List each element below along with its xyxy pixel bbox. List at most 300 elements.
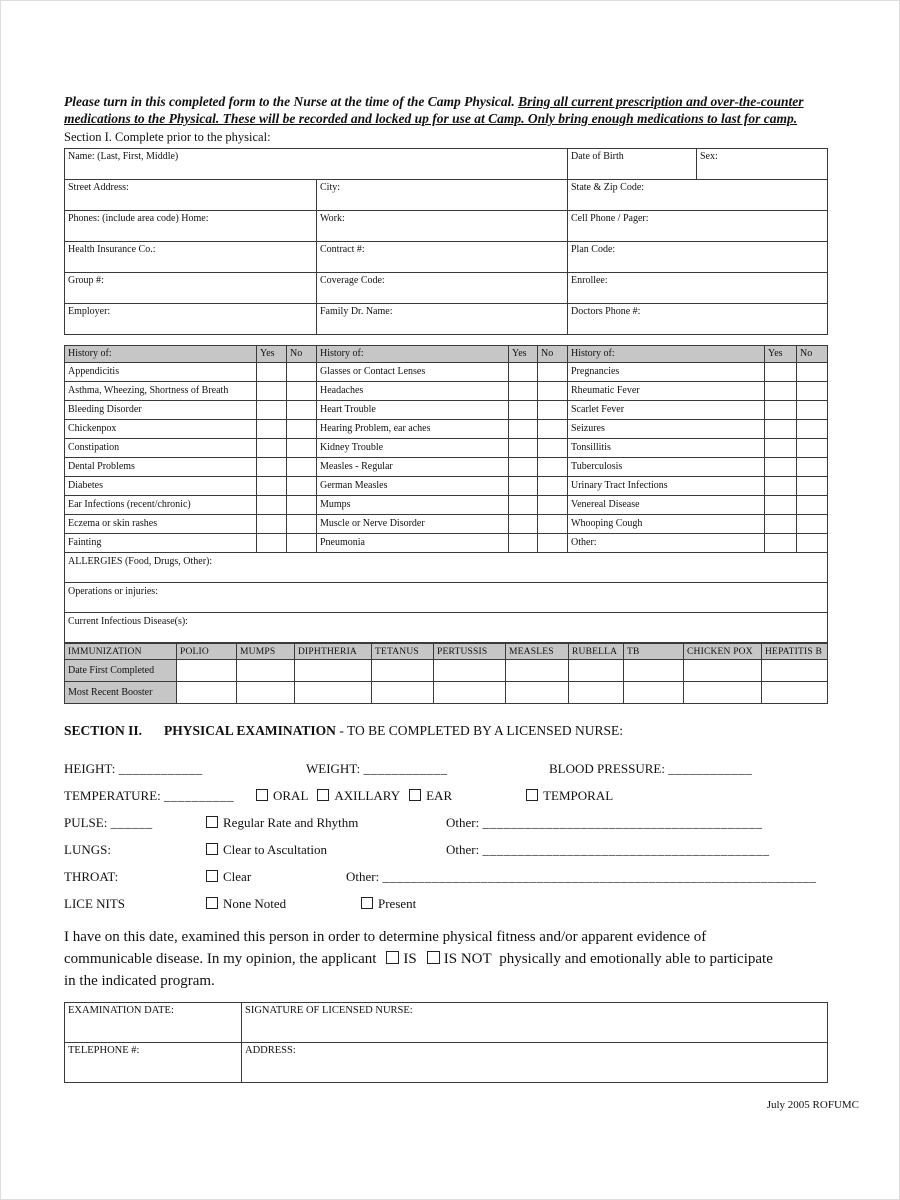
checkbox-label: ORAL <box>273 788 309 803</box>
immunization-header-label: IMMUNIZATION <box>68 646 142 657</box>
lungs-other-label: Other: <box>446 842 480 857</box>
history-condition-label <box>65 534 257 553</box>
history-of-header <box>568 346 765 363</box>
no-checkbox-cell[interactable] <box>797 363 828 382</box>
section2-number: SECTION II. <box>64 723 143 738</box>
checkbox-label: Clear <box>223 869 252 884</box>
immunization-date-cell[interactable] <box>762 660 828 682</box>
medical-history-table <box>64 345 828 643</box>
checkbox-option-axillary[interactable] <box>317 788 400 804</box>
no-header-label: No <box>800 348 813 359</box>
throat-line <box>64 858 828 885</box>
yes-checkbox-cell[interactable] <box>509 420 538 439</box>
vaccine-header-label: PERTUSSIS <box>437 646 488 657</box>
patient-field-cell-label: Cell Phone / Pager: <box>571 213 649 224</box>
history-condition-label <box>568 439 765 458</box>
yes-checkbox-cell[interactable] <box>257 363 287 382</box>
patient-field-cell[interactable] <box>317 211 568 242</box>
examination-table <box>64 1002 828 1083</box>
patient-field-cell-label: Name: (Last, First, Middle) <box>68 151 179 162</box>
history-condition-label <box>317 439 509 458</box>
no-checkbox-cell[interactable] <box>797 458 828 477</box>
history-condition-label <box>65 382 257 401</box>
history-condition-label-label: Glasses or Contact Lenses <box>320 366 426 377</box>
immunization-date-cell[interactable] <box>372 682 434 704</box>
intro-instructions <box>64 93 828 127</box>
immunization-date-cell[interactable] <box>569 682 624 704</box>
checkbox-label: Present <box>378 896 417 911</box>
yes-checkbox-cell[interactable] <box>765 534 797 553</box>
history-condition-label-label: Dental Problems <box>68 461 135 472</box>
no-checkbox-cell[interactable] <box>538 382 568 401</box>
immunization-header <box>65 644 177 660</box>
vaccine-header-label: DIPHTHERIA <box>298 646 357 657</box>
immunization-date-cell[interactable] <box>237 682 295 704</box>
history-condition-label <box>568 401 765 420</box>
history-condition-label <box>317 382 509 401</box>
address-cell[interactable] <box>242 1043 828 1083</box>
vaccine-header <box>569 644 624 660</box>
history-condition-label <box>568 534 765 553</box>
history-condition-label <box>317 477 509 496</box>
patient-field-cell[interactable] <box>568 304 828 335</box>
immunization-row-label-label: Date First Completed <box>68 664 155 676</box>
patient-field-cell[interactable] <box>568 273 828 304</box>
vaccine-header-label: RUBELLA <box>572 646 618 657</box>
vaccine-header-label: MEASLES <box>509 646 554 657</box>
patient-field-cell-label: Street Address: <box>68 182 129 193</box>
patient-field-cell-label: Phones: (include area code) Home: <box>68 213 209 224</box>
history-condition-label <box>317 534 509 553</box>
history-condition-label-label: Tuberculosis <box>571 461 623 472</box>
no-checkbox-cell[interactable] <box>538 477 568 496</box>
yes-checkbox-cell[interactable] <box>257 439 287 458</box>
patient-field-cell[interactable] <box>317 273 568 304</box>
history-condition-label <box>65 420 257 439</box>
yes-checkbox-cell[interactable] <box>765 477 797 496</box>
no-header-label: No <box>541 348 554 359</box>
history-of-header-label: History of: <box>320 348 364 359</box>
checkbox-option-present[interactable] <box>361 896 416 912</box>
patient-field-cell[interactable] <box>65 304 317 335</box>
patient-field-cell[interactable] <box>317 242 568 273</box>
immunization-date-cell[interactable] <box>624 660 684 682</box>
vaccine-header-label: CHICKEN POX <box>687 646 753 657</box>
yes-checkbox-cell[interactable] <box>765 382 797 401</box>
checkbox-is[interactable] <box>386 951 399 964</box>
patient-field-cell[interactable] <box>65 180 317 211</box>
patient-field-cell[interactable] <box>317 304 568 335</box>
history-condition-label <box>317 458 509 477</box>
yes-checkbox-cell[interactable] <box>257 477 287 496</box>
no-checkbox-cell[interactable] <box>797 496 828 515</box>
history-note-row-label: Operations or injuries: <box>68 586 158 597</box>
checkbox-label: TEMPORAL <box>543 788 614 803</box>
height-blank-field[interactable]: ____________ <box>118 761 203 776</box>
history-condition-label <box>65 363 257 382</box>
history-note-row[interactable] <box>65 613 828 643</box>
no-checkbox-cell[interactable] <box>287 363 317 382</box>
footer-revision-text: July 2005 ROFUMC <box>766 1099 859 1111</box>
immunization-date-cell[interactable] <box>177 682 237 704</box>
patient-field-cell-label: Family Dr. Name: <box>320 306 393 317</box>
patient-field-cell[interactable] <box>568 180 828 211</box>
immunization-date-cell[interactable] <box>177 660 237 682</box>
vaccine-header <box>372 644 434 660</box>
checkbox-option-regular-rate[interactable] <box>206 815 446 831</box>
patient-field-cell-label: Contract #: <box>320 244 365 255</box>
history-condition-label-label: Rheumatic Fever <box>571 385 640 396</box>
blood-pressure-label: BLOOD PRESSURE: <box>549 761 665 776</box>
yes-header <box>509 346 538 363</box>
checkbox-option-none-noted[interactable] <box>206 896 361 912</box>
checkbox-icon[interactable] <box>361 897 373 909</box>
history-note-row[interactable] <box>65 553 828 583</box>
no-header-label: No <box>290 348 303 359</box>
history-condition-label <box>317 515 509 534</box>
no-checkbox-cell[interactable] <box>538 534 568 553</box>
no-checkbox-cell[interactable] <box>797 439 828 458</box>
immunization-date-cell[interactable] <box>295 682 372 704</box>
no-checkbox-cell[interactable] <box>538 496 568 515</box>
checkbox-label: Clear to Ascultation <box>223 842 327 857</box>
immunization-date-cell[interactable] <box>684 660 762 682</box>
yes-checkbox-cell[interactable] <box>765 496 797 515</box>
no-checkbox-cell[interactable] <box>287 458 317 477</box>
history-condition-label-label: Fainting <box>68 537 102 548</box>
vaccine-header <box>506 644 569 660</box>
patient-field-cell-label: Plan Code: <box>571 244 616 255</box>
vaccine-header <box>177 644 237 660</box>
history-note-row-label: Current Infectious Disease(s): <box>68 616 188 627</box>
history-condition-label <box>568 363 765 382</box>
yes-checkbox-cell[interactable] <box>257 534 287 553</box>
no-checkbox-cell[interactable] <box>538 458 568 477</box>
no-checkbox-cell[interactable] <box>797 515 828 534</box>
no-checkbox-cell[interactable] <box>538 363 568 382</box>
checkbox-label: EAR <box>426 788 453 803</box>
history-condition-label <box>65 401 257 420</box>
vaccine-header <box>237 644 295 660</box>
checkbox-icon[interactable] <box>206 897 218 909</box>
patient-field-cell[interactable] <box>65 273 317 304</box>
yes-checkbox-cell[interactable] <box>257 382 287 401</box>
immunization-date-cell[interactable] <box>624 682 684 704</box>
history-condition-label <box>568 382 765 401</box>
yes-checkbox-cell[interactable] <box>257 401 287 420</box>
temperature-label: TEMPERATURE: <box>64 788 161 803</box>
checkbox-icon[interactable] <box>409 789 421 801</box>
history-condition-label-label: German Measles <box>320 480 388 491</box>
checkbox-icon[interactable] <box>206 816 218 828</box>
history-note-row-label: ALLERGIES (Food, Drugs, Other): <box>68 556 213 567</box>
lice-nits-label: LICE NITS <box>64 896 126 911</box>
history-condition-label-label: Appendicitis <box>68 366 120 377</box>
vaccine-header-label: TB <box>627 646 640 657</box>
intro-plain-text: Please turn in this completed form to the Nurse at the time of the Camp Physical. <box>64 94 519 109</box>
checkbox-icon[interactable] <box>256 789 268 801</box>
history-condition-label-label: Headaches <box>320 385 364 396</box>
history-condition-label <box>568 458 765 477</box>
no-checkbox-cell[interactable] <box>538 439 568 458</box>
yes-checkbox-cell[interactable] <box>509 382 538 401</box>
history-condition-label <box>317 363 509 382</box>
patient-field-cell[interactable] <box>65 242 317 273</box>
history-condition-label-label: Urinary Tract Infections <box>571 480 668 491</box>
history-condition-label-label: Seizures <box>571 423 605 434</box>
history-condition-label-label: Hearing Problem, ear aches <box>320 423 431 434</box>
yes-header-label: Yes <box>512 348 527 359</box>
no-checkbox-cell[interactable] <box>287 477 317 496</box>
history-condition-label-label: Whooping Cough <box>571 518 643 529</box>
history-condition-label <box>65 515 257 534</box>
patient-field-cell[interactable] <box>568 242 828 273</box>
intro-underlined-text: Bring all current prescription and over-the-counter medications to the Physical. These will be recorded and locked up for use at Camp. Only bring enough medications to last for camp. <box>64 94 804 126</box>
patient-field-cell-label: Sex: <box>700 151 718 162</box>
immunization-date-cell[interactable] <box>506 660 569 682</box>
history-condition-label-label: Mumps <box>320 499 351 510</box>
patient-field-cell-label: Health Insurance Co.: <box>68 244 156 255</box>
no-checkbox-cell[interactable] <box>287 534 317 553</box>
history-condition-label <box>317 496 509 515</box>
height-label: HEIGHT: <box>64 761 116 776</box>
no-checkbox-cell[interactable] <box>797 477 828 496</box>
immunization-date-cell[interactable] <box>684 682 762 704</box>
yes-checkbox-cell[interactable] <box>257 420 287 439</box>
no-checkbox-cell[interactable] <box>797 534 828 553</box>
history-condition-label-label: Other: <box>571 537 597 548</box>
yes-checkbox-cell[interactable] <box>509 477 538 496</box>
history-condition-label-label: Diabetes <box>68 480 103 491</box>
patient-field-cell-label: Coverage Code: <box>320 275 385 286</box>
history-condition-label-label: Measles - Regular <box>320 461 393 472</box>
patient-field-cell-label: City: <box>320 182 341 193</box>
address-label: ADDRESS: <box>245 1045 296 1056</box>
immunization-date-cell[interactable] <box>762 682 828 704</box>
no-header <box>287 346 317 363</box>
checkbox-icon[interactable] <box>206 870 218 882</box>
yes-checkbox-cell[interactable] <box>509 496 538 515</box>
checkbox-label: AXILLARY <box>334 788 401 803</box>
history-of-header-label: History of: <box>571 348 615 359</box>
vaccine-header <box>434 644 506 660</box>
checkbox-is-not[interactable] <box>427 951 440 964</box>
patient-field-cell[interactable] <box>65 149 568 180</box>
history-condition-label-label: Muscle or Nerve Disorder <box>320 518 425 529</box>
history-note-row[interactable] <box>65 583 828 613</box>
pulse-blank-field[interactable]: ______ <box>110 815 153 830</box>
yes-checkbox-cell[interactable] <box>765 515 797 534</box>
history-condition-label <box>568 420 765 439</box>
no-checkbox-cell[interactable] <box>287 515 317 534</box>
no-checkbox-cell[interactable] <box>287 496 317 515</box>
history-condition-label <box>65 496 257 515</box>
history-condition-label <box>317 401 509 420</box>
no-checkbox-cell[interactable] <box>287 439 317 458</box>
blood-pressure-blank-field[interactable]: ____________ <box>668 761 753 776</box>
history-condition-label-label: Kidney Trouble <box>320 442 384 453</box>
no-checkbox-cell[interactable] <box>287 382 317 401</box>
immunization-date-cell[interactable] <box>434 682 506 704</box>
yes-checkbox-cell[interactable] <box>765 420 797 439</box>
vitals-line <box>64 750 828 777</box>
yes-checkbox-cell[interactable] <box>509 534 538 553</box>
immunization-row-label <box>65 660 177 682</box>
patient-field-cell-label: Enrollee: <box>571 275 608 286</box>
vaccine-header <box>624 644 684 660</box>
history-condition-label <box>65 458 257 477</box>
vaccine-header <box>295 644 372 660</box>
is-label: IS <box>403 951 417 967</box>
immunization-table <box>64 643 828 704</box>
section1-label: Section I. Complete prior to the physical: <box>64 130 271 144</box>
vaccine-header <box>684 644 762 660</box>
no-checkbox-cell[interactable] <box>797 382 828 401</box>
history-condition-label-label: Asthma, Wheezing, Shortness of Breath <box>68 385 229 396</box>
patient-field-cell-label: State & Zip Code: <box>571 182 645 193</box>
checkbox-option-temporal[interactable] <box>526 788 613 804</box>
section2-title: PHYSICAL EXAMINATION <box>164 723 336 738</box>
no-checkbox-cell[interactable] <box>797 401 828 420</box>
immunization-date-cell[interactable] <box>237 660 295 682</box>
checkbox-label: None Noted <box>223 896 287 911</box>
lungs-label: LUNGS: <box>64 842 111 857</box>
no-header <box>538 346 568 363</box>
pulse-other-label: Other: <box>446 815 480 830</box>
no-checkbox-cell[interactable] <box>538 401 568 420</box>
immunization-date-cell[interactable] <box>506 682 569 704</box>
patient-field-cell-label: Group #: <box>68 275 104 286</box>
lice-nits-line <box>64 885 828 912</box>
history-condition-label-label: Constipation <box>68 442 120 453</box>
history-condition-label-label: Ear Infections (recent/chronic) <box>68 499 191 510</box>
weight-blank-field[interactable]: ____________ <box>363 761 448 776</box>
yes-checkbox-cell[interactable] <box>765 439 797 458</box>
yes-checkbox-cell[interactable] <box>257 496 287 515</box>
checkbox-option-ear[interactable] <box>409 788 452 804</box>
yes-checkbox-cell[interactable] <box>509 515 538 534</box>
pulse-line <box>64 804 828 831</box>
history-of-header <box>317 346 509 363</box>
yes-checkbox-cell[interactable] <box>509 363 538 382</box>
temperature-blank-field[interactable]: __________ <box>164 788 235 803</box>
history-condition-label-label: Pregnancies <box>571 366 620 377</box>
yes-checkbox-cell[interactable] <box>765 458 797 477</box>
checkbox-icon[interactable] <box>526 789 538 801</box>
history-condition-label <box>568 496 765 515</box>
yes-header <box>765 346 797 363</box>
checkbox-option-oral[interactable] <box>256 788 308 804</box>
yes-header-label: Yes <box>768 348 783 359</box>
signature-cell[interactable] <box>242 1003 828 1043</box>
statement-part2: physically and emotionally able to participate in the indicated program. <box>64 951 773 989</box>
yes-checkbox-cell[interactable] <box>509 458 538 477</box>
examination-date-label: EXAMINATION DATE: <box>68 1005 174 1016</box>
pulse-label: PULSE: <box>64 815 108 830</box>
patient-field-cell-label: Doctors Phone #: <box>571 306 641 317</box>
patient-field-cell[interactable] <box>568 211 828 242</box>
history-condition-label-label: Tonsillitis <box>571 442 611 453</box>
temperature-line <box>64 777 828 804</box>
patient-field-cell[interactable] <box>317 180 568 211</box>
no-checkbox-cell[interactable] <box>287 420 317 439</box>
history-condition-label-label: Scarlet Fever <box>571 404 625 415</box>
history-of-header <box>65 346 257 363</box>
vaccine-header <box>762 644 828 660</box>
yes-header-label: Yes <box>260 348 275 359</box>
lungs-other-blank-field[interactable]: _________________________________________ <box>482 842 770 857</box>
history-of-header-label: History of: <box>68 348 112 359</box>
history-condition-label-label: Venereal Disease <box>571 499 640 510</box>
immunization-date-cell[interactable] <box>295 660 372 682</box>
yes-checkbox-cell[interactable] <box>765 363 797 382</box>
immunization-date-cell[interactable] <box>569 660 624 682</box>
checkbox-icon[interactable] <box>317 789 329 801</box>
history-condition-label <box>568 515 765 534</box>
weight-label: WEIGHT: <box>306 761 361 776</box>
section2-subtitle: - TO BE COMPLETED BY A LICENSED NURSE: <box>335 723 623 738</box>
vaccine-header-label: TETANUS <box>375 646 419 657</box>
patient-info-table <box>64 148 828 335</box>
yes-checkbox-cell[interactable] <box>509 401 538 420</box>
history-condition-label-label: Chickenpox <box>68 423 117 434</box>
immunization-date-cell[interactable] <box>434 660 506 682</box>
immunization-row-label-label: Most Recent Booster <box>68 686 153 698</box>
throat-label: THROAT: <box>64 869 119 884</box>
patient-field-cell[interactable] <box>697 149 828 180</box>
no-checkbox-cell[interactable] <box>538 515 568 534</box>
checkbox-icon[interactable] <box>206 843 218 855</box>
yes-checkbox-cell[interactable] <box>257 458 287 477</box>
immunization-date-cell[interactable] <box>372 660 434 682</box>
no-checkbox-cell[interactable] <box>538 420 568 439</box>
nurse-statement <box>64 926 788 992</box>
patient-field-cell-label: Work: <box>320 213 345 224</box>
section2-heading <box>64 723 828 739</box>
is-not-label: IS NOT <box>443 951 492 967</box>
no-header <box>797 346 828 363</box>
history-condition-label <box>568 477 765 496</box>
examination-date-cell[interactable] <box>65 1003 242 1043</box>
no-checkbox-cell[interactable] <box>797 420 828 439</box>
checkbox-label: Regular Rate and Rhythm <box>223 815 359 830</box>
yes-header <box>257 346 287 363</box>
vaccine-header-label: POLIO <box>180 646 209 657</box>
patient-field-cell[interactable] <box>568 149 697 180</box>
pulse-other-blank-field[interactable]: ________________________________________ <box>482 815 763 830</box>
history-condition-label <box>65 439 257 458</box>
vaccine-header-label: MUMPS <box>240 646 276 657</box>
history-condition-label-label: Eczema or skin rashes <box>68 518 158 529</box>
patient-field-cell-label: Employer: <box>68 306 111 317</box>
patient-field-cell[interactable] <box>65 211 317 242</box>
throat-other-blank-field[interactable]: ______________________________________________________________ <box>382 869 817 884</box>
history-condition-label <box>317 420 509 439</box>
patient-field-cell-label: Date of Birth <box>571 151 624 162</box>
signature-label: SIGNATURE OF LICENSED NURSE: <box>245 1005 413 1016</box>
telephone-label: TELEPHONE #: <box>68 1045 140 1056</box>
yes-checkbox-cell[interactable] <box>765 401 797 420</box>
checkbox-option-clear-ascultation[interactable] <box>206 842 446 858</box>
lungs-line <box>64 831 828 858</box>
yes-checkbox-cell[interactable] <box>509 439 538 458</box>
telephone-cell[interactable] <box>65 1043 242 1083</box>
no-checkbox-cell[interactable] <box>287 401 317 420</box>
yes-checkbox-cell[interactable] <box>257 515 287 534</box>
history-condition-label-label: Heart Trouble <box>320 404 376 415</box>
history-condition-label-label: Pneumonia <box>320 537 365 548</box>
checkbox-option-clear[interactable] <box>206 869 346 885</box>
